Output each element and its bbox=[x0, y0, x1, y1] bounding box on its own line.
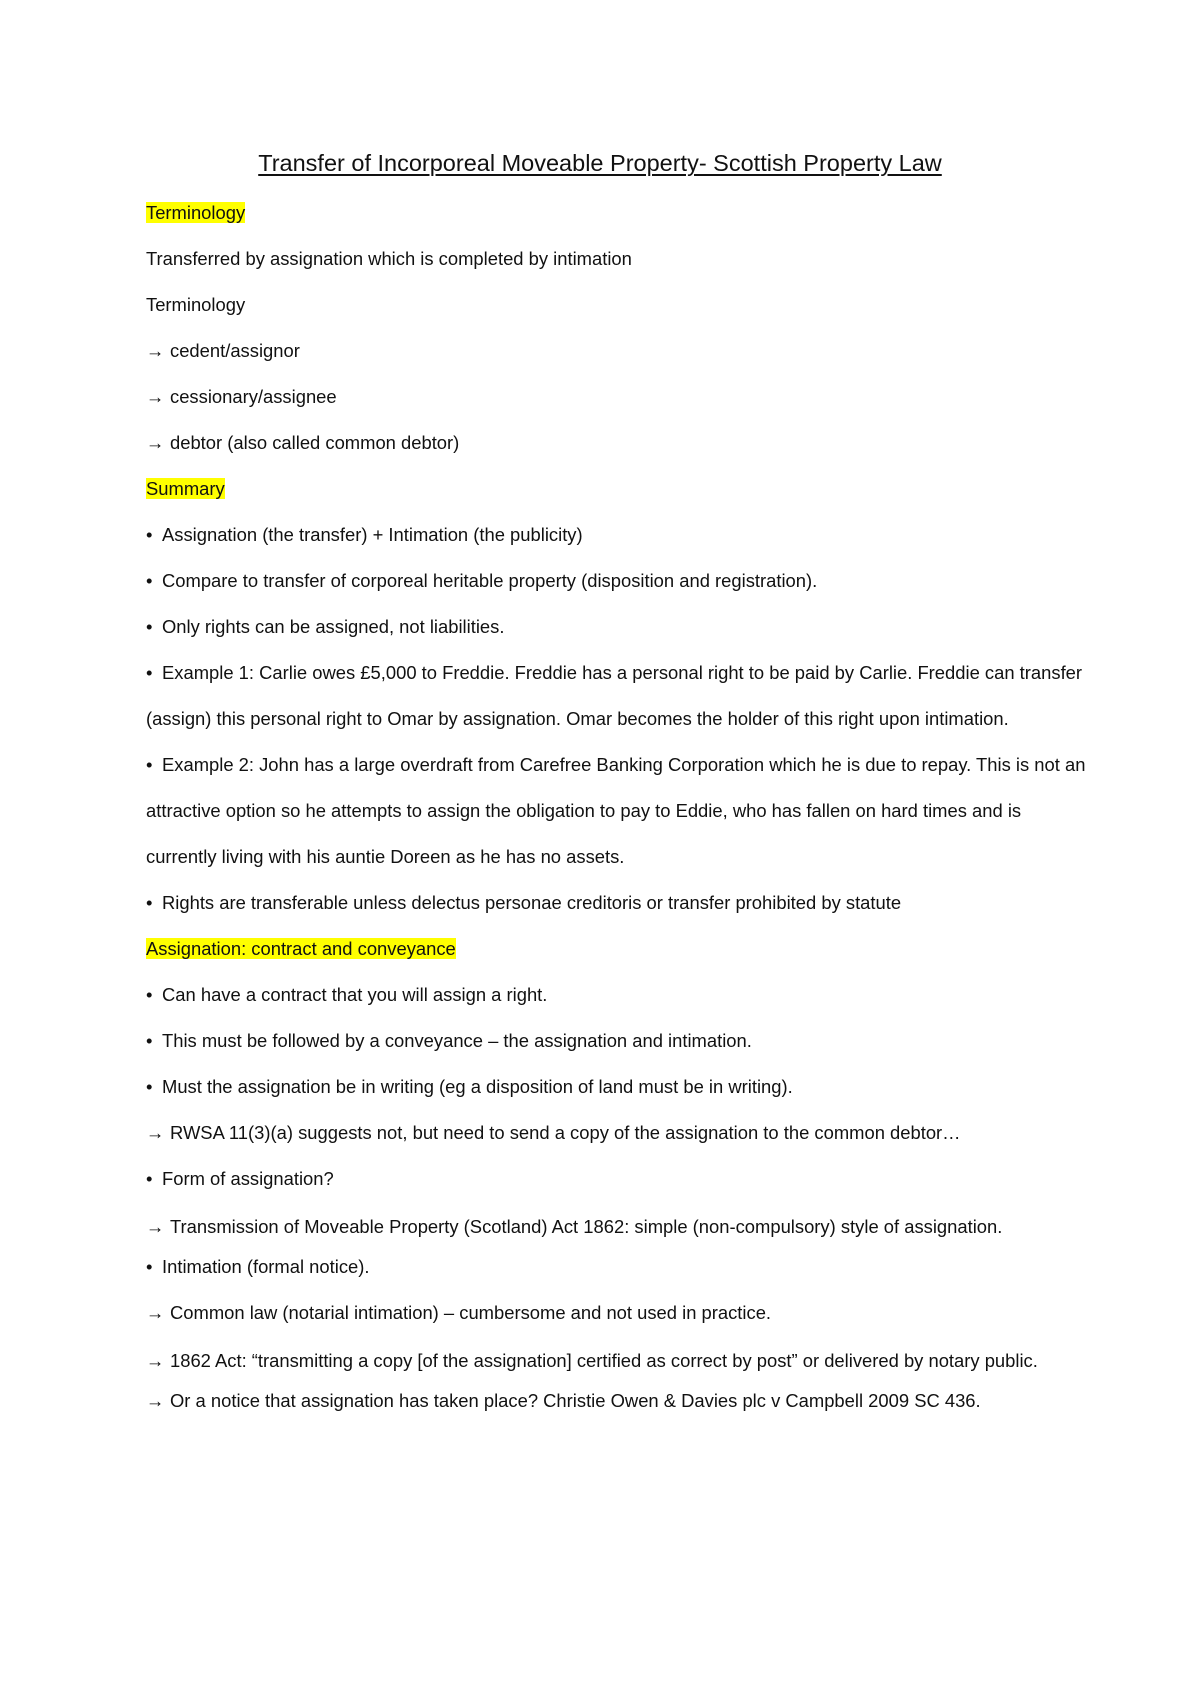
arrow-item-text: cedent/assignor bbox=[170, 340, 300, 361]
arrow-item bbox=[146, 1300, 1086, 1326]
bullet-item-text: Can have a contract that you will assign a right. bbox=[162, 984, 548, 1005]
paragraph-line: Terminology bbox=[146, 294, 246, 315]
arrow-item bbox=[146, 1120, 1086, 1146]
bullet-icon: • bbox=[146, 1030, 153, 1051]
bullet-item-text: Rights are transferable unless delectus personae creditoris or transfer prohibited by statute bbox=[162, 892, 902, 913]
arrow-icon: → bbox=[146, 340, 165, 361]
arrow-icon: → bbox=[146, 386, 165, 407]
bullet-item bbox=[146, 614, 1086, 640]
arrow-item-text: cessionary/assignee bbox=[170, 386, 337, 407]
arrow-item-text: Transmission of Moveable Property (Scotland) Act 1862: simple (non-compulsory) style of assignation. bbox=[170, 1216, 1003, 1237]
bullet-item bbox=[146, 568, 1086, 594]
arrow-item bbox=[146, 338, 1086, 364]
highlighted-heading-text: Terminology bbox=[146, 202, 246, 223]
arrow-icon: → bbox=[146, 1302, 165, 1323]
bullet-item-example-2 bbox=[146, 742, 1086, 880]
arrow-icon: → bbox=[146, 1122, 165, 1143]
paragraph-line: Transferred by assignation which is completed by intimation bbox=[146, 248, 632, 269]
arrow-item bbox=[146, 384, 1086, 410]
bullet-icon: • bbox=[146, 1168, 153, 1189]
bullet-icon: • bbox=[146, 662, 153, 683]
bullet-item bbox=[146, 1028, 1086, 1054]
highlighted-heading-text: Summary bbox=[146, 478, 225, 499]
arrow-icon: → bbox=[146, 1350, 165, 1371]
heading-terminology bbox=[146, 200, 1086, 226]
bullet-item-text: This must be followed by a conveyance – the assignation and intimation. bbox=[162, 1030, 752, 1051]
arrow-item bbox=[146, 1388, 1086, 1414]
arrow-item-text: 1862 Act: “transmitting a copy [of the assignation] certified as correct by post” or delivered by notary public. bbox=[170, 1350, 1038, 1371]
bullet-icon: • bbox=[146, 1256, 153, 1277]
arrow-item bbox=[146, 430, 1086, 456]
bullet-icon: • bbox=[146, 524, 153, 545]
bullet-item bbox=[146, 1074, 1086, 1100]
bullet-icon: • bbox=[146, 754, 153, 775]
bullet-item-text: Form of assignation? bbox=[162, 1168, 334, 1189]
bullet-item bbox=[146, 522, 1086, 548]
bullet-item-text: Compare to transfer of corporeal heritable property (disposition and registration). bbox=[162, 570, 818, 591]
bullet-item bbox=[146, 890, 1086, 916]
bullet-icon: • bbox=[146, 570, 153, 591]
page-title: Transfer of Incorporeal Moveable Property- Scottish Property Law bbox=[258, 150, 942, 176]
bullet-item-text: Must the assignation be in writing (eg a disposition of land must be in writing). bbox=[162, 1076, 793, 1097]
arrow-icon: → bbox=[146, 1216, 165, 1237]
arrow-item-text: Or a notice that assignation has taken place? Christie Owen & Davies plc v Campbell 2009 SC 436. bbox=[170, 1390, 981, 1411]
arrow-item bbox=[146, 1212, 1086, 1242]
arrow-item-text: debtor (also called common debtor) bbox=[170, 432, 460, 453]
bullet-icon: • bbox=[146, 984, 153, 1005]
heading-summary bbox=[146, 476, 1086, 502]
document-body bbox=[146, 200, 1086, 1434]
bullet-icon: • bbox=[146, 616, 153, 637]
bullet-item-text: Example 1: Carlie owes £5,000 to Freddie. Freddie has a personal right to be paid by Carlie. Freddie can transfer (assign) this personal right to Omar by assignation. Omar becomes the holder of this right upon intimation. bbox=[146, 662, 1083, 729]
bullet-item-text: Assignation (the transfer) + Intimation (the publicity) bbox=[162, 524, 583, 545]
arrow-item-text: Common law (notarial intimation) – cumbersome and not used in practice. bbox=[170, 1302, 772, 1323]
arrow-item-text: RWSA 11(3)(a) suggests not, but need to send a copy of the assignation to the common debtor… bbox=[170, 1122, 961, 1143]
arrow-icon: → bbox=[146, 1390, 165, 1411]
bullet-icon: • bbox=[146, 1076, 153, 1097]
bullet-item-example-1 bbox=[146, 650, 1086, 742]
bullet-item bbox=[146, 982, 1086, 1008]
bullet-item bbox=[146, 1254, 1086, 1280]
bullet-icon: • bbox=[146, 892, 153, 913]
bullet-item-text: Intimation (formal notice). bbox=[162, 1256, 370, 1277]
highlighted-heading-text: Assignation: contract and conveyance bbox=[146, 938, 456, 959]
heading-assignation bbox=[146, 936, 1086, 962]
arrow-icon: → bbox=[146, 432, 165, 453]
bullet-item bbox=[146, 1166, 1086, 1192]
arrow-item bbox=[146, 1346, 1086, 1376]
bullet-item-text: Only rights can be assigned, not liabilities. bbox=[162, 616, 505, 637]
bullet-item-text: Example 2: John has a large overdraft from Carefree Banking Corporation which he is due to repay. This is not an attractive option so he attempts to assign the obligation to pay to Eddie, who has fallen on hard times and is currently living with his auntie Doreen as he has no assets. bbox=[146, 754, 1086, 867]
